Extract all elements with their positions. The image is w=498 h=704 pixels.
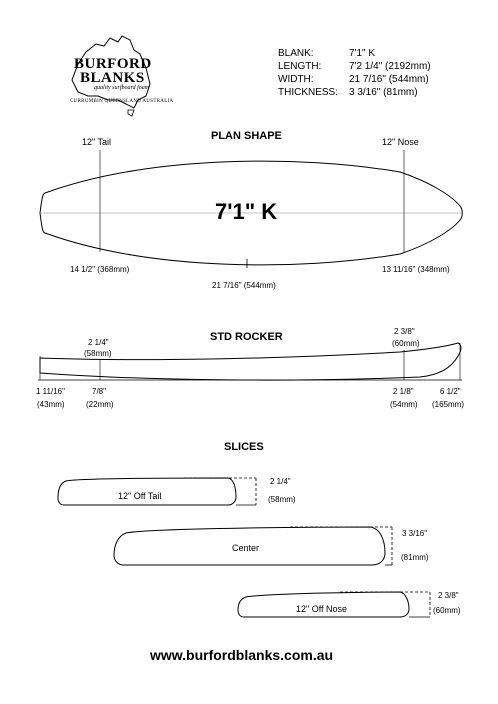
spec-value-width: 21 7/16" (544mm) bbox=[349, 74, 429, 85]
spec-value-blank: 7'1" K bbox=[349, 48, 376, 59]
rocker-upper-right-mm: (60mm) bbox=[392, 339, 420, 348]
logo-location: CURRUMBIN QUEENSLAND AUSTRALIA bbox=[70, 99, 174, 104]
spec-value-length: 7'2 1/4" (2192mm) bbox=[349, 61, 431, 72]
spec-label-width: WIDTH: bbox=[278, 74, 314, 85]
rocker-nose-12-mm: (54mm) bbox=[390, 400, 418, 409]
slice-nose-name: 12" Off Nose bbox=[296, 604, 348, 614]
spec-value-thickness: 3 3/16" (81mm) bbox=[349, 87, 418, 98]
rocker-tail-end-mm: (43mm) bbox=[37, 400, 65, 409]
slice-nose-thickness: 2 3/8" bbox=[438, 591, 459, 600]
slices-heading: SLICES bbox=[224, 441, 264, 453]
logo-tagline: quality surfboard foam bbox=[94, 85, 150, 91]
plan-shape-heading: PLAN SHAPE bbox=[211, 130, 282, 142]
plan-center-width: 21 7/16" (544mm) bbox=[212, 281, 276, 290]
logo-brand-line1: BURFORD bbox=[74, 56, 152, 72]
plan-tail-width: 14 1/2" (368mm) bbox=[70, 265, 130, 274]
plan-nose-marker-label: 12" Nose bbox=[382, 137, 419, 147]
rocker-tail-12-mm: (22mm) bbox=[86, 400, 114, 409]
rocker-nose-12: 2 1/8" bbox=[393, 387, 414, 396]
website-link[interactable]: www.burfordblanks.com.au bbox=[150, 647, 334, 663]
logo-brand-line2: BLANKS bbox=[80, 70, 145, 86]
rocker-heading: STD ROCKER bbox=[210, 331, 283, 343]
plan-nose-width: 13 11/16" (348mm) bbox=[382, 265, 450, 274]
rocker-upper-left-mm: (58mm) bbox=[84, 349, 112, 358]
slice-tail-name: 12" Off Tail bbox=[118, 491, 162, 501]
slice-center-thickness: 3 3/16" bbox=[402, 529, 428, 538]
spec-label-length: LENGTH: bbox=[278, 61, 322, 72]
rocker-tail-end: 1 11/16" bbox=[36, 387, 65, 396]
rocker-upper-left: 2 1/4" bbox=[88, 338, 109, 347]
spec-label-thickness: THICKNESS: bbox=[278, 87, 339, 98]
rocker-nose-end: 6 1/2" bbox=[440, 387, 461, 396]
slice-tail-mm: (58mm) bbox=[268, 495, 296, 504]
slice-center-mm: (81mm) bbox=[401, 553, 429, 562]
spec-label-blank: BLANK: bbox=[278, 48, 314, 59]
rocker-nose-end-mm: (165mm) bbox=[432, 400, 465, 409]
slice-tail-thickness: 2 1/4" bbox=[270, 477, 291, 486]
plan-model-label: 7'1" K bbox=[215, 199, 278, 224]
slice-center-name: Center bbox=[232, 543, 260, 553]
slice-nose-mm: (60mm) bbox=[433, 606, 461, 615]
rocker-upper-right: 2 3/8" bbox=[394, 327, 415, 336]
plan-tail-marker-label: 12" Tail bbox=[82, 137, 112, 147]
rocker-tail-12: 7/8" bbox=[92, 387, 106, 396]
